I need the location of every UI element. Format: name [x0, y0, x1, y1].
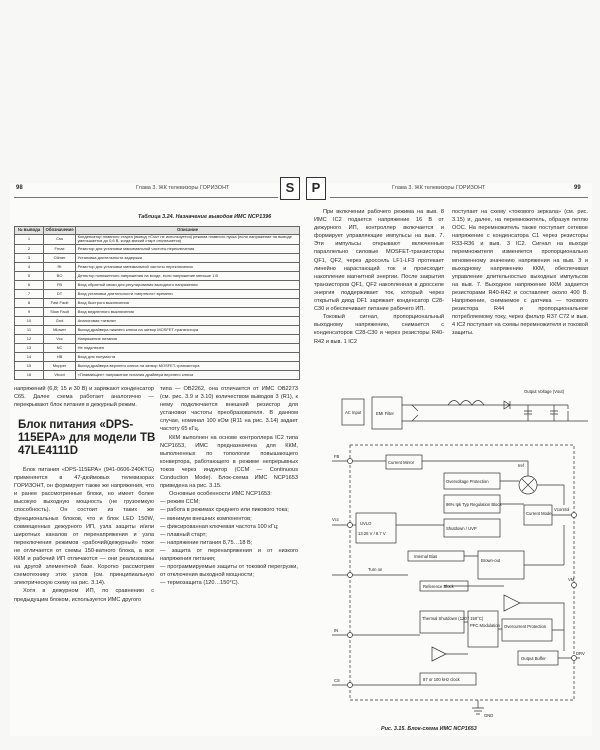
- pin-desc-cell: Не подключен: [76, 343, 300, 352]
- feature-item: — режим CCM;: [160, 499, 200, 506]
- pin-number-cell: 16: [15, 370, 44, 379]
- col2-paragraph-2: ККМ выполнен на основе контроллера IC2 типа NCP1653, ИМС предназначена для ККМ, выполненных по топологии повышающего конвертора, работающего в режиме непрерывных токов через индуктор (CCM — Continuous Conduction Mode). Блок-схема ИМС NCP1653 приведена на рис. 3.15.: [160, 434, 298, 490]
- pin-desc-cell: Аналоговая «земля»: [76, 316, 300, 325]
- pin-name-cell: Ctimer: [44, 253, 76, 262]
- pin-number-cell: 10: [15, 316, 44, 325]
- right-col1-paragraph-2: Токовый сигнал, пропорциональный выходному напряжению, снимается с конденсаторов C28-C30 и через резисторы R40-R42 и выв. 1 IC2: [314, 314, 444, 345]
- pin-desc-cell: Резистор для установки максимальной частоты переключения: [76, 244, 300, 253]
- pin-desc-cell: Установка длительности задержки: [76, 253, 300, 262]
- pin-table-row: [15, 235, 300, 245]
- diagram-label-thermal: Thermal Shutdown (120 / 150°C): [422, 616, 484, 621]
- brownout-box: [478, 551, 524, 579]
- pin-name-cell: Rt: [44, 262, 76, 271]
- pin-number-cell: 4: [15, 262, 44, 271]
- pin-desc-cell: Вход установки длительности «мертвого» времени: [76, 289, 300, 298]
- feature-item: — напряжение питания 8,75…18 В;: [160, 539, 253, 546]
- pin-name-cell: BO: [44, 271, 76, 280]
- pin-desc-cell: Вход быстрого выключения: [76, 298, 300, 307]
- pin-name-cell: Fast Fault: [44, 298, 76, 307]
- diagram-label-bias: Internal Bias: [414, 554, 438, 559]
- pin-col-number: № вывода: [15, 227, 44, 235]
- ncp1653-block-diagram: [328, 385, 590, 721]
- pin-table-body: [15, 235, 300, 380]
- pin-desc-cell: «Плавающее» напряжение питания драйвера верхнего ключа: [76, 370, 300, 379]
- feature-item: — термозащита (120…150°C).: [160, 580, 240, 587]
- pin-name-cell: Slow Fault: [44, 307, 76, 316]
- diagram-label-mirror: Current Mirror: [388, 460, 415, 465]
- diagram-label-ac: AC Input: [345, 410, 362, 415]
- pin-desc-cell: Конденсатор плавного старта (вывод «Css» не используется) режима плавного пуска (если напряжение на выводе уменьшается до 0,6 В, когда мягкий старт отключается): [76, 235, 300, 245]
- feature-item: — защита от перенапряжения и от низкого напряжения питания;: [160, 547, 298, 562]
- pin-name-cell: Mupper: [44, 361, 76, 370]
- table-caption: Таблица 3.24. Назначение выводов ИМС NCP1396: [138, 214, 272, 220]
- right-running-head: Глава 3. ЖК телевизоры ГОРИЗОНТ: [392, 185, 486, 191]
- pin-table-row: [15, 298, 300, 307]
- pin-number-cell: 15: [15, 361, 44, 370]
- pin-desc-cell: Детектор пониженного напряжения на входе, если напряжение меньше 1 В: [76, 271, 300, 280]
- pin-name-cell: FB: [44, 280, 76, 289]
- pin-table: [14, 226, 300, 380]
- overcurrent-box: [502, 619, 552, 641]
- diagram-label-vcc: Vcc: [332, 517, 339, 522]
- right-col2-text: [452, 208, 588, 338]
- pin-table-row: [15, 361, 300, 370]
- pin-number-cell: 12: [15, 334, 44, 343]
- pin-number-cell: 7: [15, 289, 44, 298]
- feature-item: — фиксированная ключевая частота 100 кГц;: [160, 523, 279, 530]
- pin-table-row: [15, 280, 300, 289]
- left-intro-text: [14, 385, 154, 409]
- pin-number-cell: 6: [15, 280, 44, 289]
- pin-desc-cell: Напряжение питания: [76, 334, 300, 343]
- feature-item: — плавный старт;: [160, 531, 207, 538]
- diagram-label-regulation: 96% Ipk Typ Regulation Block: [446, 502, 502, 507]
- pin-desc-cell: Выход драйвера верхнего ключа на затвор MOSFET-транзистора: [76, 361, 300, 370]
- diagram-label-iref: Iref: [518, 463, 525, 468]
- diagram-label-vout: Output Voltage (Vout): [524, 389, 565, 394]
- left-header-rule: [14, 197, 278, 198]
- pin-desc-cell: Вход для полумоста: [76, 352, 300, 361]
- pin-name-cell: NC: [44, 343, 76, 352]
- diagram-label-emi: EMI Filter: [376, 411, 394, 416]
- intro-paragraph: напряжений (6,8; 15 и 30 В) и заряжают конденсатор C65. Далее схема работает аналогично — перекрывают блок питания в дежурный режим.: [14, 386, 154, 409]
- pin-table-row: [15, 253, 300, 262]
- diagram-pin-vm: VM: [568, 577, 575, 582]
- diagram-pin-drv: DRV: [576, 651, 585, 656]
- pin-col-desc: Описание: [76, 227, 300, 235]
- feature-item: — программируемые защиты от токовой перегрузки, от отключения выходной мощности;: [160, 564, 298, 579]
- left-running-head: Глава 3. ЖК телевизоры ГОРИЗОНТ: [136, 185, 230, 191]
- col1-paragraph-1: Блок питания «DPS-115EPA» (941-0606-240KTG) применяется в 47-дюймовых телевизорах ГОРИЗОНТ, он формирует также же напряжения, что и ранее рассмотренные блоки, но имеет более высокую выходную мощность (не грузоемкую способность). Он состоит из таких же функциональных блоков, что и блок LED 150W, совмещенных дежурного ИП, узла защиты и/или широтных каналов от перенапряжения и узла переключения режимов «рабочий/дежурный» тоже не отличается от схемы 150-ватного блока, а все ККМ и рабочий ИП отличаются — они реализованы на другой элементной базе. Коротко рассмотрим схемотехнику этих узлов (см. принципиальную электрическую схему на рис. 3.14).: [14, 467, 154, 587]
- publisher-logo-right: P: [306, 177, 326, 200]
- pin-number-cell: 1: [15, 235, 44, 245]
- pin-number-cell: 3: [15, 253, 44, 262]
- diagram-label-pfc: PFC Modulation: [470, 623, 501, 628]
- pin-table-row: [15, 262, 300, 271]
- pin-table-row: [15, 271, 300, 280]
- pin-table-row: [15, 244, 300, 253]
- diagram-label-vccval: 13.25 V / 8.7 V: [358, 531, 386, 536]
- pin-number-cell: 11: [15, 325, 44, 334]
- pin-number-cell: 8: [15, 298, 44, 307]
- diagram-label-buffer: Output Buffer: [521, 656, 546, 661]
- pin-table-row: [15, 343, 300, 352]
- pin-desc-cell: Вход обратной связи для регулирования выходного напряжения: [76, 280, 300, 289]
- diagram-label-brownout: Brown-out: [481, 558, 501, 563]
- pin-name-cell: Mlower: [44, 325, 76, 334]
- pin-name-cell: DT: [44, 289, 76, 298]
- pin-name-cell: HB: [44, 352, 76, 361]
- left-col2-text: [160, 385, 298, 587]
- diagram-label-ovp: Overvoltage Protection: [446, 479, 489, 484]
- right-page-number: 99: [574, 185, 581, 191]
- publisher-logo-left: S: [280, 177, 300, 200]
- left-page-number: 98: [16, 185, 23, 191]
- right-col2-paragraph-1: поступает на схему «токового зеркала» (см. рис. 3.15) и, далее, на перемножитель, образуя петлю ООС. На перемножитель также поступает сетевое напряжение с конденсатора C1 через резисторы R33-R36 и выв. 3 IC2. Сигнал на выходе перемножителя изменяется пропорционально мгновенному значению напряжения на выв. 3 и выходному напряжению ККМ, обеспечивая управление длительностью выходных импульсов на выв. 7. Выходное напряжение ККМ задается резисторами R40-R42 и составляет около 400 В. Напряжение, снимаемое с датчика — токового резистора R44 и пропорциональное потребляемому току, через фильтр R37 C72 и выв. 4 IC2 поступает на схемы перемножителя и токовой защиты.: [452, 209, 588, 337]
- pin-table-row: [15, 307, 300, 316]
- col2-paragraph-3: Основные особенности ИМС NCP1653:: [169, 491, 272, 498]
- diagram-pin-in: IN: [334, 628, 339, 633]
- pin-name-cell: Vcc: [44, 334, 76, 343]
- pin-number-cell: 5: [15, 271, 44, 280]
- col1-paragraph-2: Хотя в дежурном ИП, по сравнению с предыдущим блоком, используется ИМС другого: [14, 588, 154, 603]
- pin-table-row: [15, 352, 300, 361]
- section-title: Блок питания «DPS-115EPA» для модели TB 47LE4111D: [18, 419, 156, 457]
- pin-table-row: [15, 316, 300, 325]
- pin-desc-cell: Вход медленного выключения: [76, 307, 300, 316]
- pin-number-cell: 14: [15, 352, 44, 361]
- diagram-label-shutdown: Shutdown / UVP: [446, 526, 477, 531]
- diagram-label-uvlo: UVLO: [360, 521, 372, 526]
- pin-table-row: [15, 325, 300, 334]
- feature-item: — минимум внешних компонентов;: [160, 515, 252, 522]
- pin-desc-cell: Выход драйвера нижнего ключа на затвор MOSFET-транзистора: [76, 325, 300, 334]
- pin-col-name: Обозначение: [44, 227, 76, 235]
- thermal-box: [420, 611, 464, 633]
- feature-item: — работа в режимах среднего или пикового тока;: [160, 507, 289, 514]
- diagram-pin-cs: CS: [334, 678, 340, 683]
- col2-paragraph-1: типа — OB2262, она отличается от ИМС OB2273 (см. рис. 3.9 и 3.10) количеством выводов 3 (R1), к нему подключается внешний резистор для установки частоты преобразователя. В данном случае, номинал 100 кОм (R11 на рис. 3.14) задает частоту 65 кГц.: [160, 386, 298, 433]
- diagram-label-turnon: Turn on: [368, 567, 383, 572]
- pin-name-cell: Css: [44, 235, 76, 245]
- right-header-rule: [330, 197, 588, 198]
- uvlo-box: [356, 513, 396, 543]
- pin-table-row: [15, 370, 300, 379]
- pin-number-cell: 9: [15, 307, 44, 316]
- left-col1-text: [14, 466, 154, 604]
- figure-caption: Рис. 3.15. Блок-схема ИМС NCP1653: [381, 726, 477, 732]
- right-col1-paragraph-1: При включении рабочего режима на выв. 8 ИМС IC2 подается напряжение 16 В от дежурного ИП, контроллер включается и формирует управляющие импульсы на выв. 7. Эти импульсы открывают включенные параллельно силовые MOSFET-транзисторы QF1, QF2, через дроссель LF1-LF3 протекает линейно нарастающий ток и происходит накопление магнитной энергии. После закрытия транзисторов QF1, QF2 накопленная в дросселе энергия поддерживает ток, который через открытый диод DF1 заряжает конденсатор C28-C30 и обеспечивает питание рабочего ИП.: [314, 209, 444, 313]
- diagram-label-ocp: Overcurrent Protection: [504, 624, 547, 629]
- diagram-label-currentmode: Current Mode: [526, 511, 552, 516]
- diagram-label-reference: Reference Block: [423, 584, 454, 589]
- diagram-pin-fb: FB: [334, 454, 340, 459]
- diagram-label-vcontrol: Vcontrol: [554, 507, 570, 512]
- diagram-label-osc: 87 or 100 kHz clock: [423, 677, 460, 682]
- right-col1-text: [314, 208, 444, 346]
- pin-name-cell: Gnd: [44, 316, 76, 325]
- features-list: [160, 498, 298, 587]
- pin-desc-cell: Резистор для установки минимальной частоты переключения: [76, 262, 300, 271]
- pin-name-cell: Fmax: [44, 244, 76, 253]
- pin-name-cell: Vboot: [44, 370, 76, 379]
- pin-table-row: [15, 289, 300, 298]
- pin-number-cell: 2: [15, 244, 44, 253]
- pin-number-cell: 13: [15, 343, 44, 352]
- diagram-pin-gnd: GND: [484, 713, 494, 718]
- pin-table-row: [15, 334, 300, 343]
